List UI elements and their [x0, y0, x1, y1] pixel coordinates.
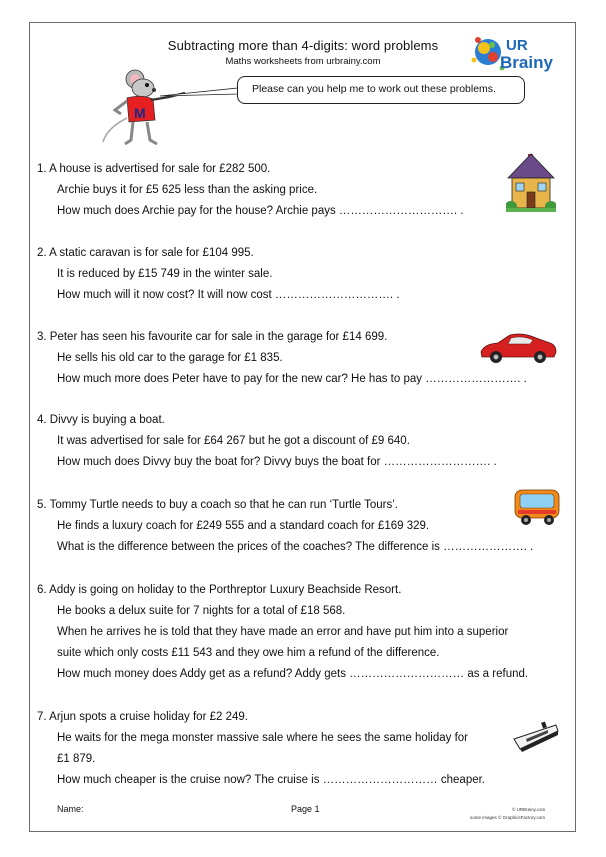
question-text: 3. Peter has seen his favourite car for sale in the garage for £14 699.: [37, 331, 388, 343]
cruise-ship-picture: [512, 719, 560, 755]
question-text: 7. Arjun spots a cruise holiday for £2 249.: [37, 711, 248, 723]
speech-pointer: [160, 82, 240, 102]
question-text: 1. A house is advertised for sale for £282 500.: [37, 163, 271, 175]
page-subtitle: Maths worksheets from urbrainy.com: [225, 56, 381, 67]
question-text: How much cheaper is the cruise now? The cruise is ………………………… cheaper.: [57, 774, 485, 786]
question-text: 5. Tommy Turtle needs to buy a coach so that he can run ‘Turtle Tours’.: [37, 499, 398, 511]
question-7: [37, 707, 485, 791]
question-2: [37, 243, 400, 306]
car-picture: [478, 330, 558, 366]
question-text: It was advertised for sale for £64 267 but he got a discount of £9 640.: [57, 435, 410, 447]
logo-text-top: UR: [506, 37, 528, 54]
question-text: How much does Divvy buy the boat for? Divvy buys the boat for ………………………. .: [57, 456, 497, 468]
urbrainy-logo: [470, 30, 565, 80]
question-text: suite which only costs £11 543 and they owe him a refund of the difference.: [57, 647, 440, 659]
question-text: He finds a luxury coach for £249 555 and a standard coach for £169 329.: [57, 520, 430, 532]
coach-picture: [512, 486, 562, 528]
question-text: He waits for the mega monster massive sale where he sees the same holiday for: [57, 732, 468, 744]
question-4: [37, 410, 497, 473]
speech-bubble: Please can you help me to work out these problems.: [237, 76, 525, 104]
question-text: How much money does Addy get as a refund? Addy gets ………………………… as a refund.: [57, 668, 529, 680]
question-text: When he arrives he is told that they have made an error and have put him into a superior: [57, 626, 509, 638]
question-1: [37, 159, 464, 222]
question-text: 2. A static caravan is for sale for £104 995.: [37, 247, 254, 259]
question-text: 4. Divvy is buying a boat.: [37, 414, 165, 426]
question-text: Archie buys it for £5 625 less than the asking price.: [57, 184, 318, 196]
page-number: Page 1: [291, 804, 320, 814]
question-5: [37, 495, 533, 558]
question-text: £1 879.: [57, 753, 96, 765]
question-text: He sells his old car to the garage for £1 835.: [57, 352, 283, 364]
page-title: Subtracting more than 4-digits: word problems: [167, 38, 439, 53]
question-text: It is reduced by £15 749 in the winter sale.: [57, 268, 273, 280]
question-text: How much will it now cost? It will now cost …………………………. .: [57, 289, 400, 301]
question-text: What is the difference between the prices of the coaches? The difference is …………………. .: [57, 541, 534, 553]
house-picture: [506, 148, 556, 214]
question-text: How much more does Peter have to pay for the new car? He has to pay ……………………. .: [57, 373, 527, 385]
copyright-text: © URBrainy.com: [512, 807, 546, 812]
image-credit: [470, 806, 545, 822]
mouse-mascot-illustration: [97, 68, 187, 148]
question-text: He books a delux suite for 7 nights for a total of £18 568.: [57, 605, 346, 617]
name-label: Name:: [57, 804, 84, 814]
question-3: [37, 327, 527, 390]
question-text: 6. Addy is going on holiday to the Porthreptor Luxury Beachside Resort.: [37, 584, 402, 596]
question-text: How much does Archie pay for the house? Archie pays …………………………. .: [57, 205, 464, 217]
credit-text: some images © GraphicsFactory.com: [470, 815, 546, 820]
mascot-shirt-letter: M: [134, 105, 146, 121]
logo-text-bottom: Brainy: [500, 53, 553, 72]
question-6: [37, 580, 528, 685]
